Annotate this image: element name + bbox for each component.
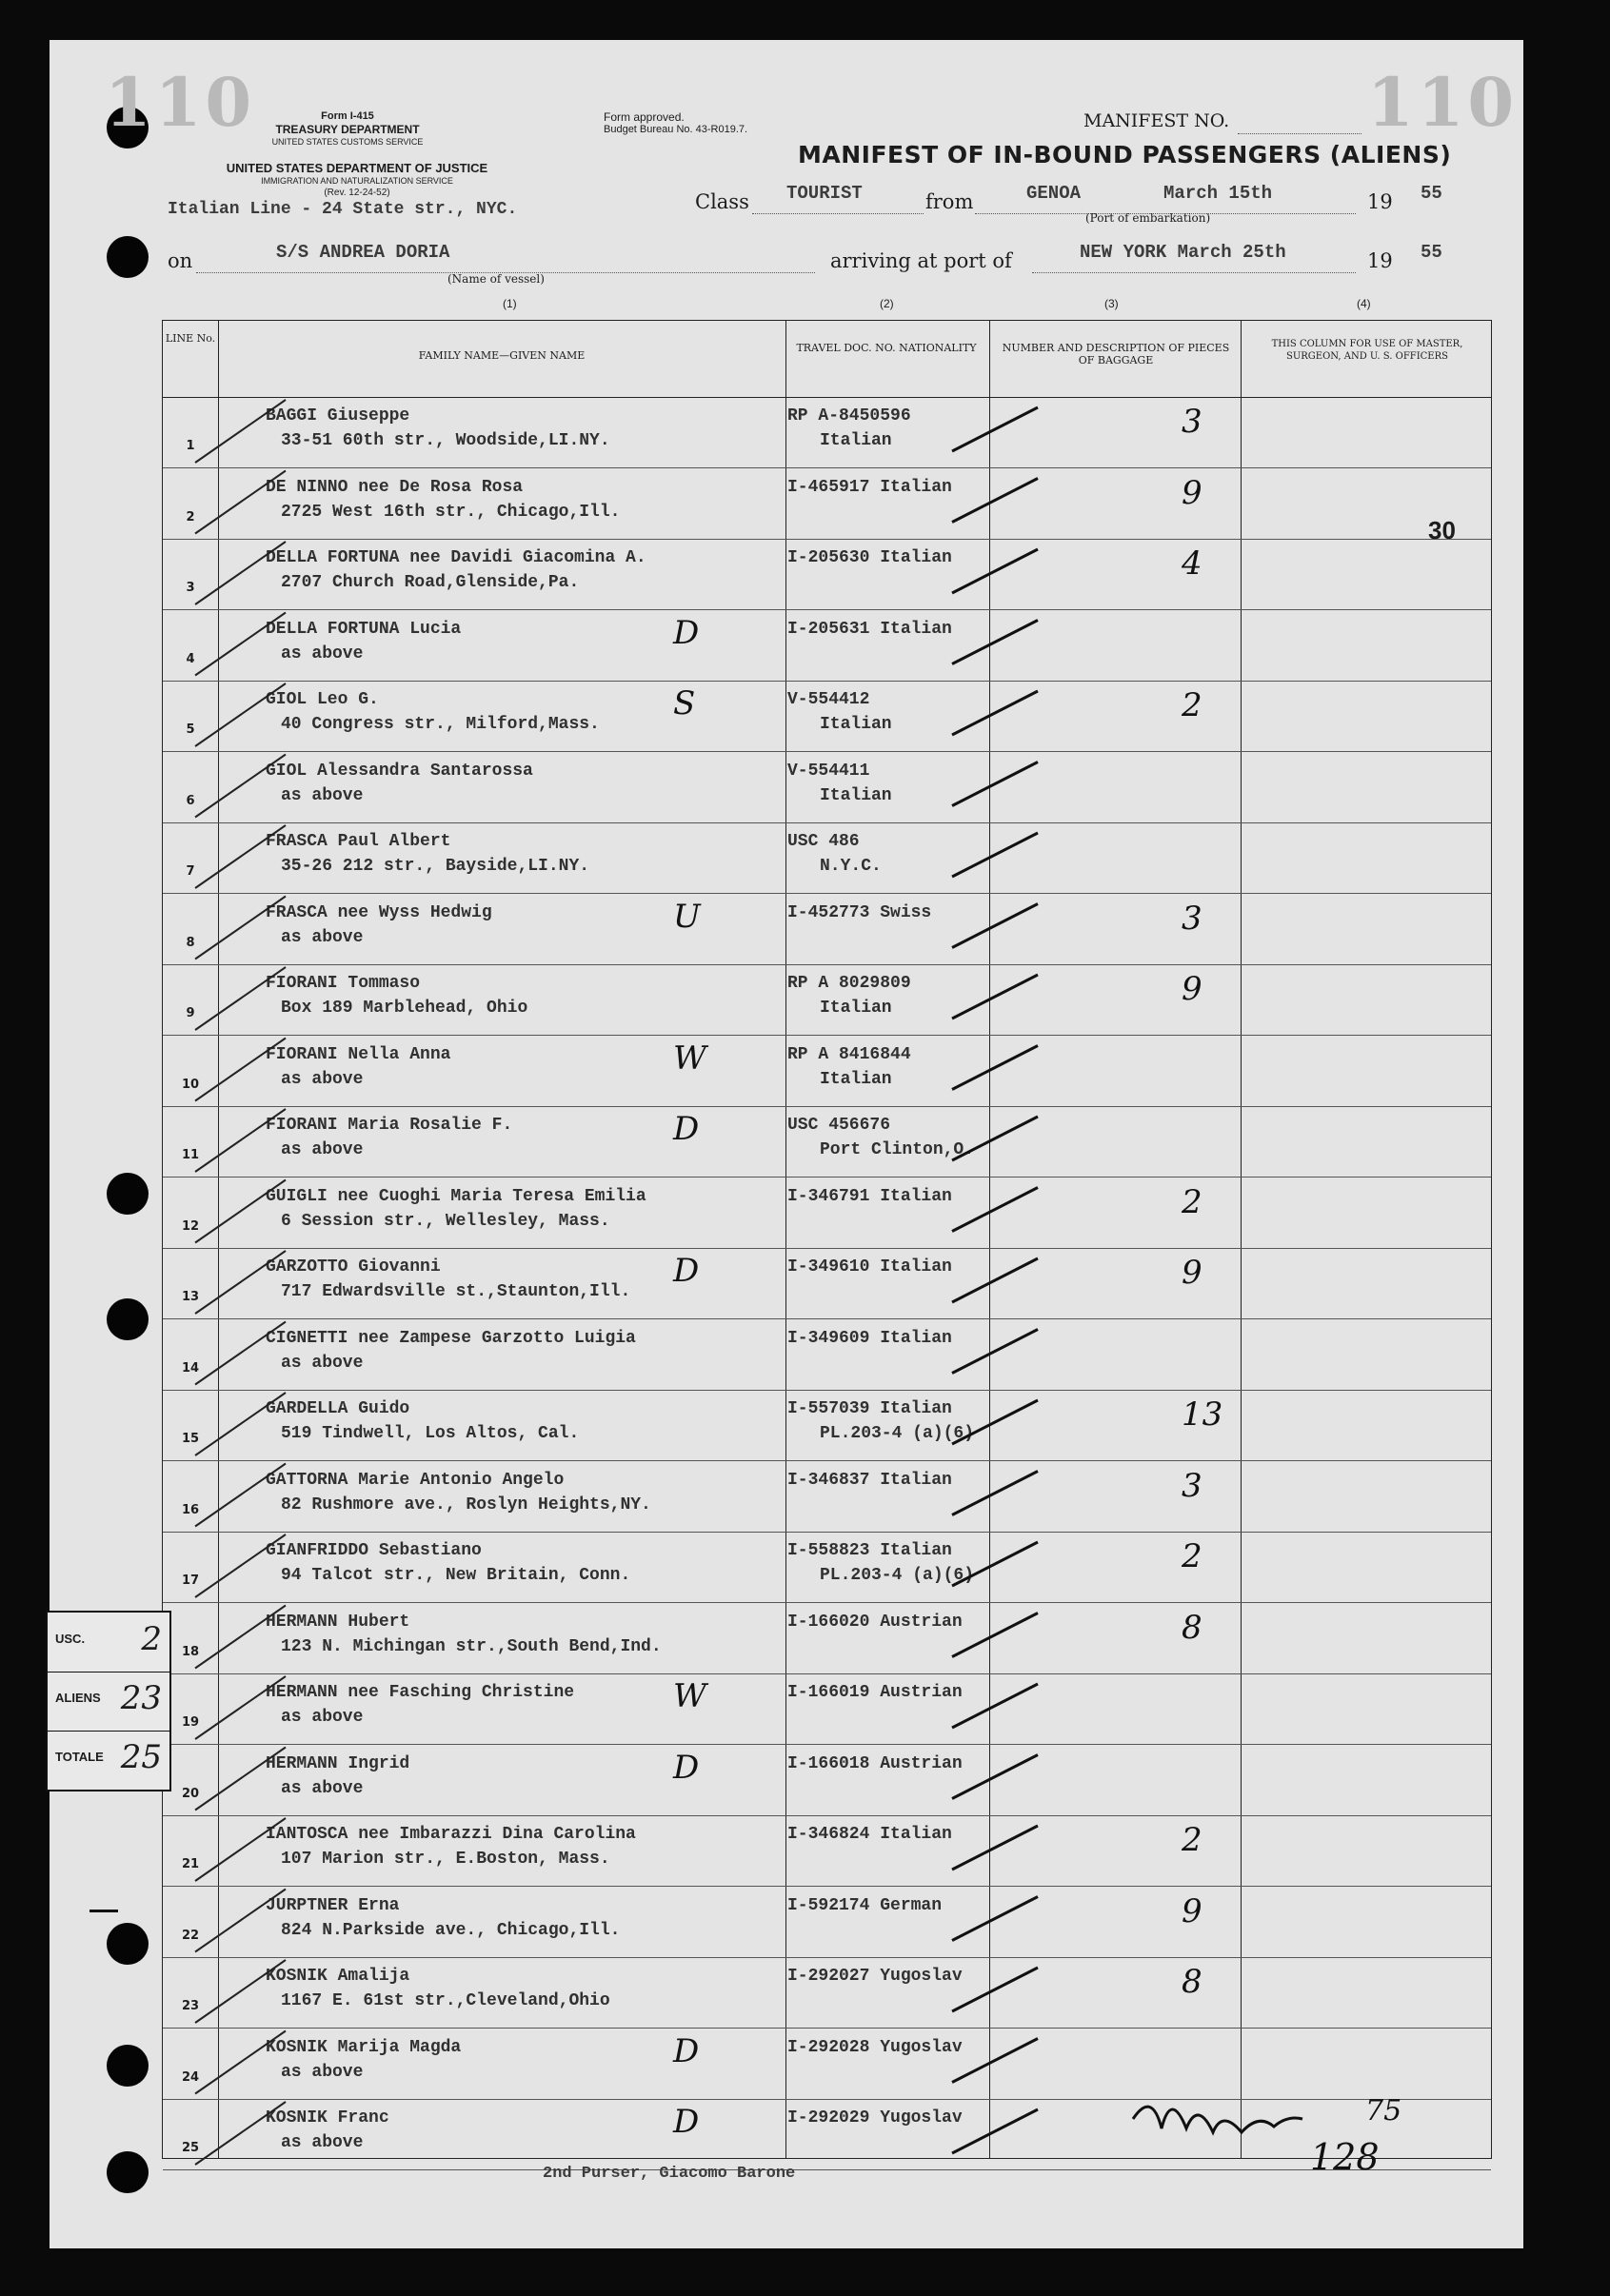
passenger-name: CIGNETTI nee Zampese Garzotto Luigia bbox=[266, 1328, 636, 1348]
line-check-stroke bbox=[195, 967, 286, 1030]
passenger-name: GIOL Leo G. bbox=[266, 690, 379, 709]
from-label: from bbox=[925, 190, 974, 213]
travel-doc: I-592174 German bbox=[787, 1895, 943, 1915]
passenger-address: as above bbox=[281, 785, 364, 805]
passenger-address: as above bbox=[281, 1069, 364, 1089]
passenger-name: GARDELLA Guido bbox=[266, 1399, 410, 1418]
arriving-label: arriving at port of bbox=[830, 249, 1012, 272]
travel-doc: I-292029 Yugoslav bbox=[787, 2108, 963, 2128]
line-number: 8 bbox=[186, 935, 195, 950]
line-check-stroke bbox=[195, 1464, 286, 1527]
travel-doc: I-205631 Italian bbox=[787, 619, 952, 639]
line-check-stroke bbox=[195, 471, 286, 534]
line-number: 14 bbox=[181, 1360, 200, 1376]
vessel-label: (Name of vessel) bbox=[447, 272, 545, 286]
passenger-address: 2725 West 16th str., Chicago,Ill. bbox=[281, 502, 621, 522]
nationality: Italian bbox=[820, 785, 892, 805]
line-number: 7 bbox=[186, 864, 195, 879]
passenger-name: KOSNIK Amalija bbox=[266, 1967, 410, 1986]
margin-mark: D bbox=[673, 1748, 700, 1787]
line-number: 18 bbox=[181, 1644, 200, 1659]
passenger-address: 1167 E. 61st str.,Cleveland,Ohio bbox=[281, 1991, 610, 2010]
baggage-count: 9 bbox=[1182, 1891, 1203, 1930]
nationality: Italian bbox=[820, 431, 892, 450]
baggage-count: 3 bbox=[1182, 403, 1203, 441]
check-stroke bbox=[952, 2109, 1038, 2153]
line-check-stroke bbox=[195, 1890, 286, 1952]
passenger-address: 824 N.Parkside ave., Chicago,Ill. bbox=[281, 1920, 621, 1940]
on-label: on bbox=[168, 249, 193, 272]
tally-usc: USC. 2 bbox=[48, 1613, 169, 1673]
line-check-stroke bbox=[195, 1039, 286, 1101]
year-value-2: 55 bbox=[1421, 242, 1442, 263]
header-line-no: LINE No. bbox=[165, 332, 216, 345]
passenger-address: 107 Marion str., E.Boston, Mass. bbox=[281, 1850, 610, 1869]
line-number: 15 bbox=[181, 1432, 200, 1446]
passenger-name: FRASCA nee Wyss Hedwig bbox=[266, 902, 492, 922]
passenger-address: 40 Congress str., Milford,Mass. bbox=[281, 715, 600, 734]
passenger-name: GIOL Alessandra Santarossa bbox=[266, 761, 533, 781]
baggage-count: 8 bbox=[1182, 1963, 1203, 2001]
line-number: 11 bbox=[181, 1148, 200, 1162]
travel-doc: I-346791 Italian bbox=[787, 1186, 952, 1206]
travel-doc: I-292028 Yugoslav bbox=[787, 2037, 963, 2057]
line-check-stroke bbox=[195, 1109, 286, 1172]
line-check-stroke bbox=[195, 1676, 286, 1739]
nationality: Italian bbox=[820, 1069, 892, 1089]
class-value: TOURIST bbox=[786, 183, 863, 204]
baggage-count: 8 bbox=[1182, 1608, 1203, 1647]
total-pieces-a: 75 bbox=[1365, 2094, 1402, 2128]
year-label-1: 19 bbox=[1367, 190, 1393, 213]
header-name: FAMILY NAME—GIVEN NAME bbox=[418, 349, 586, 362]
passenger-address: 519 Tindwell, Los Altos, Cal. bbox=[281, 1424, 580, 1443]
line-check-stroke bbox=[195, 825, 286, 888]
passenger-name: DE NINNO nee De Rosa Rosa bbox=[266, 477, 524, 497]
passenger-address: as above bbox=[281, 1140, 364, 1159]
form-approved: Form approved. bbox=[604, 110, 685, 124]
line-number: 5 bbox=[186, 722, 195, 737]
passenger-name: BAGGI Giuseppe bbox=[266, 406, 410, 426]
line-check-stroke bbox=[195, 542, 286, 604]
nationality: Italian bbox=[820, 715, 892, 734]
line-number: 24 bbox=[181, 2069, 200, 2085]
check-stroke bbox=[952, 1826, 1038, 1870]
line-check-stroke bbox=[195, 400, 286, 463]
line-number: 10 bbox=[181, 1077, 200, 1092]
baggage-count: 3 bbox=[1182, 899, 1203, 938]
check-stroke bbox=[952, 1684, 1038, 1728]
nationality: Italian bbox=[820, 999, 892, 1018]
from-date: March 15th bbox=[1163, 183, 1273, 204]
passenger-address: 82 Rushmore ave., Roslyn Heights,NY. bbox=[281, 1494, 651, 1514]
check-stroke bbox=[952, 621, 1038, 664]
travel-doc: I-346824 Italian bbox=[787, 1825, 952, 1844]
customs-service: UNITED STATES CUSTOMS SERVICE bbox=[271, 137, 424, 147]
passenger-address: as above bbox=[281, 927, 364, 947]
arrival-port-date: NEW YORK March 25th bbox=[1080, 242, 1286, 263]
passenger-name: IANTOSCA nee Imbarazzi Dina Carolina bbox=[266, 1825, 636, 1844]
margin-mark: D bbox=[673, 2103, 700, 2141]
total-pieces-b: 128 bbox=[1310, 2136, 1380, 2178]
justice-dept: UNITED STATES DEPARTMENT OF JUSTICE bbox=[226, 161, 488, 175]
baggage-count: 4 bbox=[1182, 544, 1203, 583]
travel-doc: I-558823 Italian bbox=[787, 1541, 952, 1560]
line-number: 12 bbox=[181, 1218, 200, 1234]
passenger-name: FRASCA Paul Albert bbox=[266, 832, 451, 851]
passenger-address: as above bbox=[281, 2062, 364, 2082]
passenger-address: Box 189 Marblehead, Ohio bbox=[281, 999, 528, 1018]
check-stroke bbox=[952, 1117, 1038, 1160]
check-stroke bbox=[952, 1258, 1038, 1302]
check-stroke bbox=[952, 1400, 1038, 1444]
line-check-stroke bbox=[195, 683, 286, 746]
line-check-stroke bbox=[195, 1960, 286, 2023]
passenger-address: as above bbox=[281, 1778, 364, 1798]
passenger-name: GUIGLI nee Cuoghi Maria Teresa Emilia bbox=[266, 1186, 646, 1206]
travel-doc: USC 456676 bbox=[787, 1116, 891, 1135]
check-stroke bbox=[952, 1542, 1038, 1586]
line-check-stroke bbox=[195, 1180, 286, 1243]
line-number: 16 bbox=[181, 1502, 200, 1517]
travel-doc: USC 486 bbox=[787, 832, 860, 851]
passenger-name: JURPTNER Erna bbox=[266, 1895, 400, 1915]
line-number: 20 bbox=[181, 1786, 200, 1801]
margin-mark: D bbox=[673, 613, 700, 652]
treasury-dept: TREASURY DEPARTMENT bbox=[275, 123, 420, 136]
passenger-name: HERMANN Ingrid bbox=[266, 1753, 410, 1773]
travel-doc: I-166020 Austrian bbox=[787, 1612, 963, 1632]
line-check-stroke bbox=[195, 1748, 286, 1811]
passenger-address: as above bbox=[281, 2133, 364, 2152]
form-id: Form I-415 bbox=[321, 110, 374, 122]
year-value-1: 55 bbox=[1421, 183, 1442, 204]
from-port: GENOA bbox=[1026, 183, 1082, 204]
passenger-address: as above bbox=[281, 643, 364, 663]
ins-service: IMMIGRATION AND NATURALIZATION SERVICE bbox=[261, 176, 453, 186]
check-stroke bbox=[952, 1472, 1038, 1515]
check-stroke bbox=[952, 1188, 1038, 1232]
line-number: 4 bbox=[186, 651, 195, 666]
manifest-no-label: MANIFEST NO. bbox=[1083, 110, 1230, 131]
passenger-name: FIORANI Maria Rosalie F. bbox=[266, 1116, 513, 1135]
check-stroke bbox=[952, 975, 1038, 1019]
travel-doc: V-554411 bbox=[787, 761, 870, 781]
margin-mark: S bbox=[673, 684, 696, 722]
line-number: 2 bbox=[186, 509, 195, 525]
tally-total: TOTALE 25 bbox=[55, 1738, 162, 1776]
line-number: 19 bbox=[181, 1715, 200, 1730]
passenger-address: 717 Edwardsville st.,Staunton,Ill. bbox=[281, 1282, 631, 1301]
line-check-stroke bbox=[195, 755, 286, 818]
margin-mark: W bbox=[673, 1039, 706, 1078]
line-check-stroke bbox=[195, 1322, 286, 1385]
check-stroke bbox=[952, 479, 1038, 523]
travel-doc: I-292027 Yugoslav bbox=[787, 1967, 963, 1986]
travel-doc: I-346837 Italian bbox=[787, 1470, 952, 1490]
baggage-count: 9 bbox=[1182, 473, 1203, 512]
margin-mark: W bbox=[673, 1677, 706, 1715]
line-check-stroke bbox=[195, 1251, 286, 1314]
line-check-stroke bbox=[195, 2102, 286, 2165]
passenger-name: GARZOTTO Giovanni bbox=[266, 1257, 441, 1277]
check-stroke bbox=[952, 1897, 1038, 1941]
travel-doc: I-349609 Italian bbox=[787, 1328, 952, 1348]
baggage-count: 2 bbox=[1182, 1537, 1203, 1575]
check-stroke bbox=[952, 691, 1038, 735]
check-stroke bbox=[952, 904, 1038, 948]
travel-doc: I-349610 Italian bbox=[787, 1257, 952, 1277]
line-number: 6 bbox=[186, 793, 195, 808]
passenger-address: 6 Session str., Wellesley, Mass. bbox=[281, 1211, 610, 1231]
line-number: 9 bbox=[186, 1006, 195, 1020]
shipping-line: Italian Line - 24 State str., NYC. bbox=[168, 200, 518, 219]
passenger-name: KOSNIK Franc bbox=[266, 2108, 389, 2128]
passenger-name: HERMANN Hubert bbox=[266, 1612, 410, 1632]
passenger-address: as above bbox=[281, 1353, 364, 1373]
baggage-count: 2 bbox=[1182, 686, 1203, 724]
check-stroke bbox=[952, 407, 1038, 451]
line-check-stroke bbox=[195, 1393, 286, 1455]
passenger-address: 35-26 212 str., Bayside,LI.NY. bbox=[281, 857, 590, 876]
nationality: Port Clinton,O. bbox=[820, 1140, 975, 1159]
line-number: 3 bbox=[186, 581, 195, 595]
check-stroke bbox=[952, 1968, 1038, 2011]
passenger-address: as above bbox=[281, 1708, 364, 1727]
line-number: 25 bbox=[181, 2141, 200, 2155]
class-label: Class bbox=[695, 190, 749, 213]
passenger-name: GATTORNA Marie Antonio Angelo bbox=[266, 1470, 565, 1490]
col-num-1: (1) bbox=[503, 297, 517, 310]
check-stroke bbox=[952, 1613, 1038, 1657]
travel-doc: I-166019 Austrian bbox=[787, 1683, 963, 1702]
margin-mark: D bbox=[673, 1110, 700, 1148]
manifest-stamp-left: 110 bbox=[105, 63, 256, 142]
nationality: PL.203-4 (a)(6) bbox=[820, 1424, 975, 1443]
travel-doc: RP A 8416844 bbox=[787, 1044, 911, 1064]
line-number: 13 bbox=[181, 1290, 200, 1304]
margin-mark: U bbox=[673, 897, 701, 936]
check-stroke bbox=[952, 833, 1038, 877]
line-check-stroke bbox=[195, 2031, 286, 2094]
passenger-address: 123 N. Michingan str.,South Bend,Ind. bbox=[281, 1636, 662, 1656]
passenger-name: HERMANN nee Fasching Christine bbox=[266, 1683, 575, 1702]
header-officers: THIS COLUMN FOR USE OF MASTER, SURGEON, AND U. S. OFFICERS bbox=[1271, 339, 1463, 362]
passenger-address: 94 Talcot str., New Britain, Conn. bbox=[281, 1566, 631, 1585]
baggage-count: 2 bbox=[1182, 1182, 1203, 1221]
port-embark-label: (Port of embarkation) bbox=[1085, 211, 1211, 225]
purser-name: 2nd Purser, Giacomo Barone bbox=[543, 2165, 796, 2183]
line-number: 1 bbox=[186, 439, 195, 453]
passenger-name: KOSNIK Marija Magda bbox=[266, 2037, 462, 2057]
header-travel-doc: TRAVEL DOC. NO. NATIONALITY bbox=[796, 342, 977, 354]
travel-doc: I-452773 Swiss bbox=[787, 902, 932, 922]
line-number: 21 bbox=[181, 1857, 200, 1871]
passenger-name: FIORANI Tommaso bbox=[266, 974, 421, 993]
travel-doc: V-554412 bbox=[787, 690, 870, 709]
manifest-stamp-right: 110 bbox=[1367, 63, 1519, 142]
col-num-4: (4) bbox=[1357, 297, 1371, 310]
passenger-address: 33-51 60th str., Woodside,LI.NY. bbox=[281, 431, 610, 450]
passenger-name: DELLA FORTUNA Lucia bbox=[266, 619, 462, 639]
baggage-count: 2 bbox=[1182, 1821, 1203, 1859]
passenger-name: FIORANI Nella Anna bbox=[266, 1044, 451, 1064]
side-note: 30 bbox=[1428, 516, 1456, 544]
header-baggage: NUMBER AND DESCRIPTION OF PIECES OF BAGGAGE bbox=[1002, 342, 1230, 366]
baggage-count: 3 bbox=[1182, 1466, 1203, 1505]
vessel-name: S/S ANDREA DORIA bbox=[276, 242, 450, 263]
travel-doc: I-465917 Italian bbox=[787, 477, 952, 497]
margin-mark: D bbox=[673, 2031, 700, 2070]
baggage-count: 9 bbox=[1182, 1254, 1203, 1292]
col-num-3: (3) bbox=[1104, 297, 1119, 310]
margin-mark: D bbox=[673, 1252, 700, 1290]
check-stroke bbox=[952, 2039, 1038, 2083]
budget-bureau: Budget Bureau No. 43-R019.7. bbox=[604, 124, 748, 135]
check-stroke bbox=[952, 1330, 1038, 1374]
nationality: PL.203-4 (a)(6) bbox=[820, 1566, 975, 1585]
travel-doc: I-166018 Austrian bbox=[787, 1753, 963, 1773]
check-stroke bbox=[952, 1755, 1038, 1799]
travel-doc: I-205630 Italian bbox=[787, 548, 952, 567]
line-check-stroke bbox=[195, 1818, 286, 1881]
passenger-name: DELLA FORTUNA nee Davidi Giacomina A. bbox=[266, 548, 646, 567]
check-stroke bbox=[952, 549, 1038, 593]
line-check-stroke bbox=[195, 1606, 286, 1669]
line-check-stroke bbox=[195, 613, 286, 676]
manifest-title: MANIFEST OF IN-BOUND PASSENGERS (ALIENS) bbox=[798, 141, 1452, 168]
line-check-stroke bbox=[195, 1534, 286, 1597]
check-stroke bbox=[952, 762, 1038, 806]
nationality: N.Y.C. bbox=[820, 857, 882, 876]
tally-aliens: ALIENS 23 bbox=[48, 1672, 169, 1732]
line-number: 22 bbox=[181, 1928, 200, 1943]
col-num-2: (2) bbox=[880, 297, 894, 310]
travel-doc: RP A 8029809 bbox=[787, 974, 911, 993]
travel-doc: RP A-8450596 bbox=[787, 406, 911, 426]
line-number: 17 bbox=[181, 1574, 200, 1588]
form-revision: (Rev. 12-24-52) bbox=[324, 188, 390, 198]
line-number: 23 bbox=[181, 1999, 200, 2013]
travel-doc: I-557039 Italian bbox=[787, 1399, 952, 1418]
year-label-2: 19 bbox=[1367, 249, 1393, 272]
passenger-address: 2707 Church Road,Glenside,Pa. bbox=[281, 573, 580, 592]
line-check-stroke bbox=[195, 897, 286, 960]
check-stroke bbox=[952, 1046, 1038, 1090]
baggage-count: 13 bbox=[1182, 1395, 1223, 1434]
baggage-count: 9 bbox=[1182, 970, 1203, 1008]
passenger-name: GIANFRIDDO Sebastiano bbox=[266, 1541, 482, 1560]
